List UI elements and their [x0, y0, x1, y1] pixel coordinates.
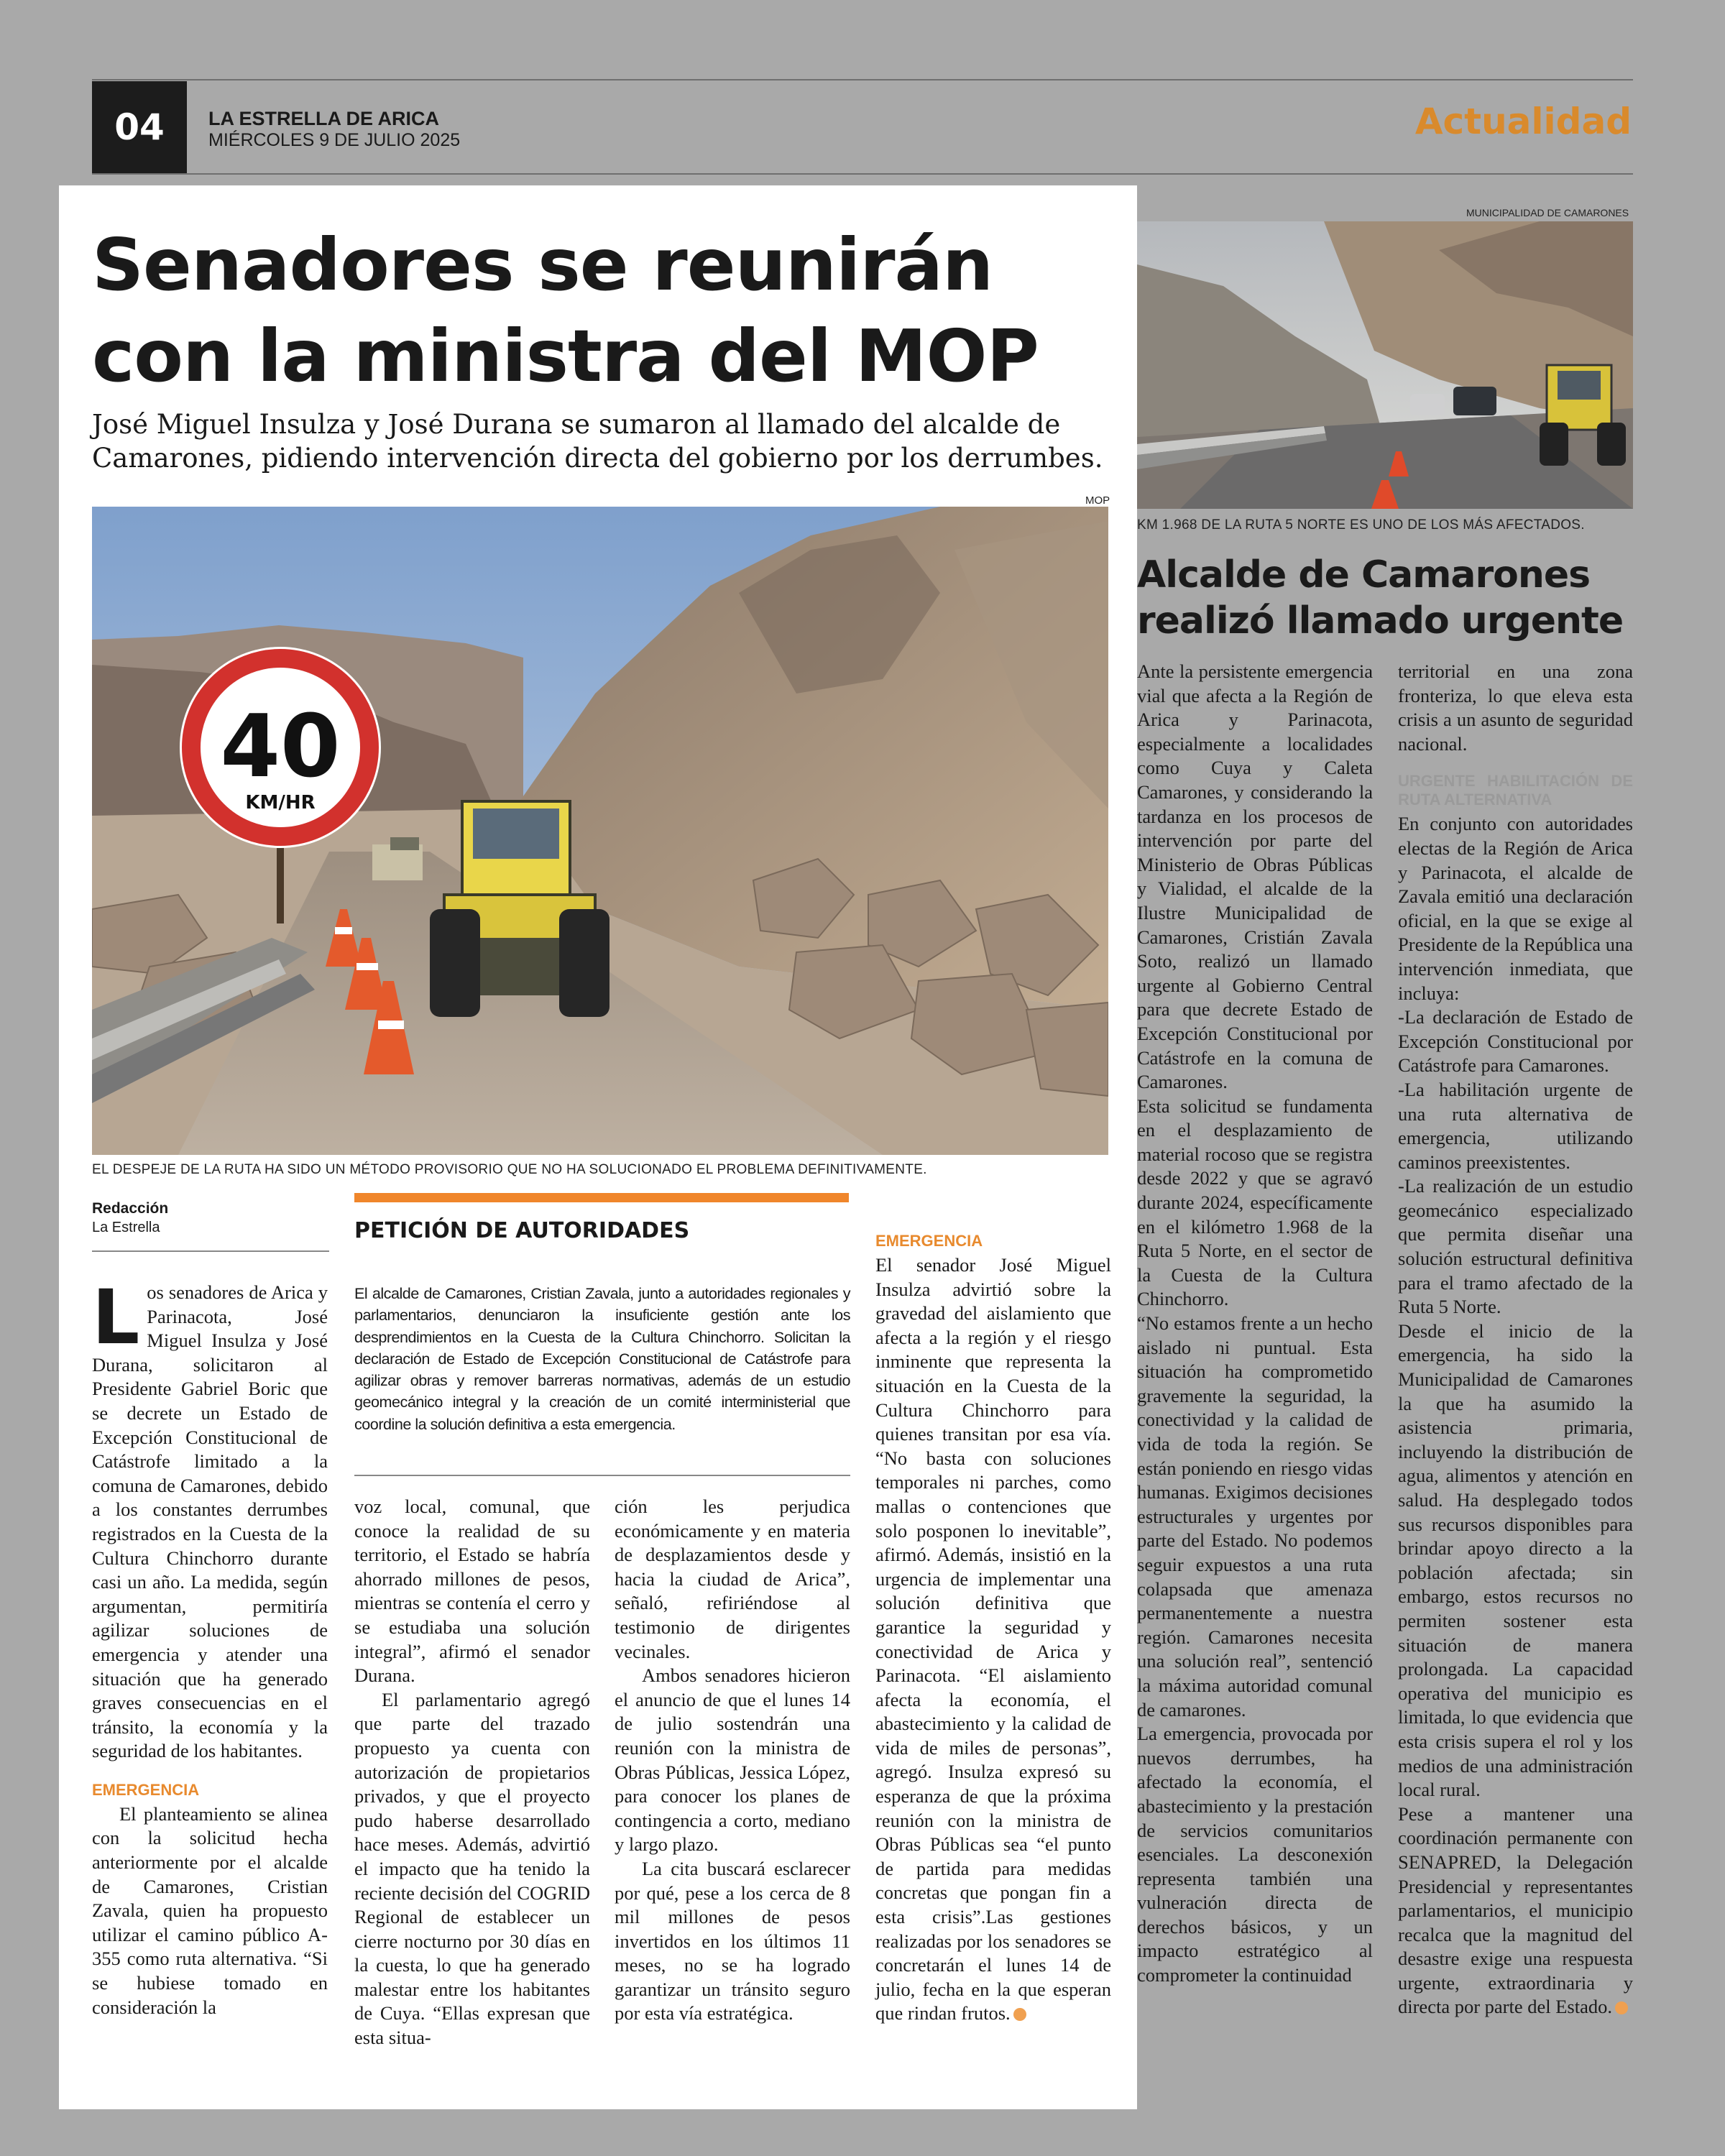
header-rule [92, 173, 1633, 175]
side-photo-caption: KM 1.968 DE LA RUTA 5 NORTE ES UNO DE LOS MÁS AFECTADOS. [1137, 517, 1585, 533]
side-col2-para3: -La declaración de Estado de Excepción Constitucional por Catástrofe para Camarones. [1398, 1006, 1633, 1077]
side-col1-para4: La emergencia, provocada por nuevos derrumbes, ha afectado la economía, el abastecimiento y la prestación de servicios comunitarios esenciales. La desconexión representa también una vulneración directa de derechos básicos, y un impacto estratégico al comprometer la continuidad [1137, 1723, 1373, 1986]
main-headline-line1: Senadores se reunirán [92, 223, 993, 307]
main-col1-para2: El planteamiento se alinea con la solicitud hecha anteriormente por el alcalde de Camarones, Cristian Zavala, quien ha propuesto utilizar el camino público A-355 como ruta alternativa. “Si se hubiese tomado en consideración la [92, 1802, 328, 2018]
side-col2-para1: territorial en una zona fronteriza, lo que eleva esta crisis a un asunto de seguridad nacional. [1398, 660, 1633, 755]
main-photo-credit: MOP [1085, 494, 1110, 507]
main-col1-para1: os senadores de Arica y Parinacota, José Miguel Insulza y José Durana, solicitaron al Presidente Gabriel Boric que se decrete un Estado de Excepción Constitucional de Catástrofe limitado a la comuna de Camarones, debido a los constantes derrumbes registrados en la Cuesta de la Cultura Chinchorro durante casi un año. La medida, según argumentan, permitiría agilizar soluciones de emergencia y atender una situación que ha generado graves consecuencias en el tránsito, la economía y la seguridad de los habitantes. [92, 1281, 328, 1762]
sidebar-box-accent-bar [354, 1193, 849, 1202]
side-col1-para1: Ante la persistente emergencia vial que afecta a la Región de Arica y Parinacota, especialmente a localidades como Cuya y Caleta Camarones, y considerando la tardanza en los procesos de intervención por parte del Ministerio de Obras Públicas y Vialidad, el alcalde de la Ilustre Municipalidad de Camarones, Cristián Zavala Soto, realizó un llamado urgente al Gobierno Central para que decrete Estado de Excepción Constitucional por Catástrofe en la comuna de Camarones. [1137, 660, 1373, 1093]
main-headline-line2: con la ministra del MOP [92, 314, 1039, 398]
main-col1-kicker: EMERGENCIA [92, 1780, 200, 1799]
section-name: Actualidad [1414, 101, 1632, 142]
byline-org: La Estrella [92, 1220, 160, 1235]
side-col2-para2: En conjunto con autoridades electas de la Región de Arica y Parinacota, el alcalde de Zavala emitió una declaración oficial, en la que se exige al Presidente de la República una intervención inmediata, que incluya: [1398, 813, 1633, 1004]
side-col2-kicker: URGENTE HABILITACIÓN DE RUTA ALTERNATIVA [1398, 772, 1633, 809]
side-headline-line1: Alcalde de Camarones [1137, 553, 1591, 596]
side-col2-para4: -La habilitación urgente de una ruta alternativa de emergencia, utilizando caminos preexistentes. [1398, 1078, 1633, 1173]
main-column-4 [875, 1217, 1111, 2026]
main-photo [92, 507, 1108, 1155]
speed-limit-number: 40 [220, 697, 341, 797]
drop-cap: L [92, 1273, 140, 1361]
sidebar-box-title: PETICIÓN DE AUTORIDADES [354, 1218, 690, 1243]
main-column-2 [354, 1495, 590, 2050]
sidebar-box-rule [354, 1475, 850, 1476]
side-headline [1137, 552, 1633, 644]
main-photo-caption: EL DESPEJE DE LA RUTA HA SIDO UN MÉTODO PROVISORIO QUE NO HA SOLUCIONADO EL PROBLEMA DEFINITIVAMENTE. [92, 1162, 927, 1177]
main-col2-para1: voz local, comunal, que conoce la realidad de su territorio, el Estado se habría ahorrado millones de pesos, mientras se contenía el cerro y se estudiaba una solución integral”, afirmó el senador Durana. [354, 1496, 590, 1687]
end-mark-icon [1013, 2008, 1026, 2021]
end-mark-icon [1615, 2001, 1628, 2014]
main-col2-para2: El parlamentario agregó que parte del trazado propuesto ya cuenta con autorización de propietarios privados, y que el proyecto pudo haberse desarrollado hace meses. Además, advirtió el impacto que ha tenido la reciente decisión del COGRID Regional de establecer un cierre nocturno por 30 días en la cuesta, lo que ha generado malestar entre los habitantes de Cuya. “Ellas expresan que esta situa- [354, 1688, 590, 2049]
byline-rule [92, 1250, 329, 1252]
side-col2-para6: Desde el inicio de la emergencia, ha sido la Municipalidad de Camarones la que ha asumido la asistencia primaria, incluyendo la distribución de agua, alimentos y atención en salud. Ha desplegado todos sus recursos disponibles para brindar apoyo directo a la población afectada; sin embargo, estos recursos no permiten sostener esta situación de manera prolongada. La capacidad operativa del municipio es limitada, lo que evidencia que esta crisis supera el rol y los medios de una administración local rural. [1398, 1319, 1633, 1801]
side-headline-line2: realizó llamado urgente [1137, 599, 1624, 642]
side-col2-para5: -La realización de un estudio geomecánico especializado que permita diseñar una solución estructural definitiva para el tramo afectado de la Ruta 5 Norte. [1398, 1175, 1633, 1318]
side-photo-credit: MUNICIPALIDAD DE CAMARONES [1466, 207, 1629, 218]
speed-limit-unit: KM/HR [245, 792, 316, 814]
main-col3-para2: Ambos senadores hicieron el anuncio de que el lunes 14 de julio sostendrán una reunión con la ministra de Obras Públicas, Jessica López, para conocer los planes de contingencia a corto, mediano y largo plazo. [615, 1664, 850, 1856]
main-column-3 [615, 1495, 850, 2026]
side-col1-para2: Esta solicitud se fundamenta en el desplazamiento de material rocoso que se registra desde 2022 y que se agravó durante 2024, específicamente en el kilómetro 1.968 de la Ruta 5 Norte, en el sector de la Cuesta de la Cultura Chinchorro. [1137, 1095, 1373, 1310]
issue-date: MIÉRCOLES 9 DE JULIO 2025 [208, 130, 461, 150]
top-rule [92, 79, 1633, 80]
main-col3-para3: La cita buscará esclarecer por qué, pese a los cerca de 8 mil millones de pesos invertidos en los últimos 11 meses, no se ha logrado garantizar un tránsito seguro por esta vía estratégica. [615, 1857, 850, 2024]
side-photo [1137, 221, 1633, 509]
page-number: 04 [92, 81, 187, 173]
main-col4-kicker: EMERGENCIA [875, 1232, 983, 1250]
main-col4-para1: El senador José Miguel Insulza advirtió sobre la gravedad del aislamiento que afecta a la región y el riesgo inminente que representa la situación en la Cuesta de la Cultura Chinchorro para quienes transitan por esa vía. “No basta con soluciones temporales ni parches, como mallas o contenciones que solo posponen lo inevitable”, afirmó. Además, insistió en la urgencia de implementar una solución definitiva que garantice la seguridad y conectividad de Arica y Parinacota. “El aislamiento afecta la economía, el abastecimiento y la calidad de vida de miles de personas”, agregó. Insulza expresó su esperanza de que la próxima reunión con la ministra de Obras Públicas sea “el punto de partida para medidas concretas que pongan fin a esta crisis”.Las gestiones realizadas por los senadores se concretarán el lunes 14 de julio, fecha en la que esperan que rindan frutos. [875, 1254, 1111, 2024]
side-column-1 [1137, 660, 1373, 1988]
side-col2-para7: Pese a mantener una coordinación permanente con SENAPRED, la Delegación Presidencial y representantes parlamentarios, el municipio recalca que la magnitud del desastre exige una respuesta urgente, extraordinaria y directa por parte del Estado. [1398, 1802, 1633, 2018]
main-deck: José Miguel Insulza y José Durana se sumaron al llamado del alcalde de Camarones, pidiendo intervención directa del gobierno por los derrumbes. [92, 409, 1103, 474]
main-col3-para1: ción les perjudica económicamente y en materia de desplazamientos desde y hacia la ciudad de Arica”, señaló, refiriéndose al testimonio de dirigentes vecinales. [615, 1496, 850, 1662]
road-construction-illustration [92, 507, 1108, 1155]
main-headline [92, 219, 1120, 402]
side-column-2 [1398, 660, 1633, 2019]
side-col1-para3: “No estamos frente a un hecho aislado ni puntual. Esta situación ha comprometido gravemente la seguridad, la conectividad y la calidad de vida de toda la región. Se están poniendo en riesgo vidas humanas. Exigimos decisiones estructurales y urgentes por parte del Estado. No podemos seguir expuestos a una ruta colapsada que amenaza permanentemente a nuestra región. Camarones necesita una solución real”, sentenció la máxima autoridad comunal de camarones. [1137, 1312, 1373, 1720]
main-column-1 [92, 1273, 328, 2019]
byline-name: Redacción [92, 1200, 169, 1217]
newspaper-name: LA ESTRELLA DE ARICA [208, 108, 439, 129]
road-landslide-illustration [1137, 221, 1633, 509]
sidebar-box-text: El alcalde de Camarones, Cristian Zavala, junto a autoridades regionales y parlamentarios, denunciaron la insuficiente gestión ante los desprendimientos en la Cuesta de la Cultura Chinchorro. Solicitan la declaración de Estado de Excepción Constitucional de Catástrofe para agilizar obras y remover barreras normativas, además de un estudio geomecánico integral y la creación de un comité interministerial que coordine la solución definitiva a esta emergencia. [354, 1284, 850, 1433]
